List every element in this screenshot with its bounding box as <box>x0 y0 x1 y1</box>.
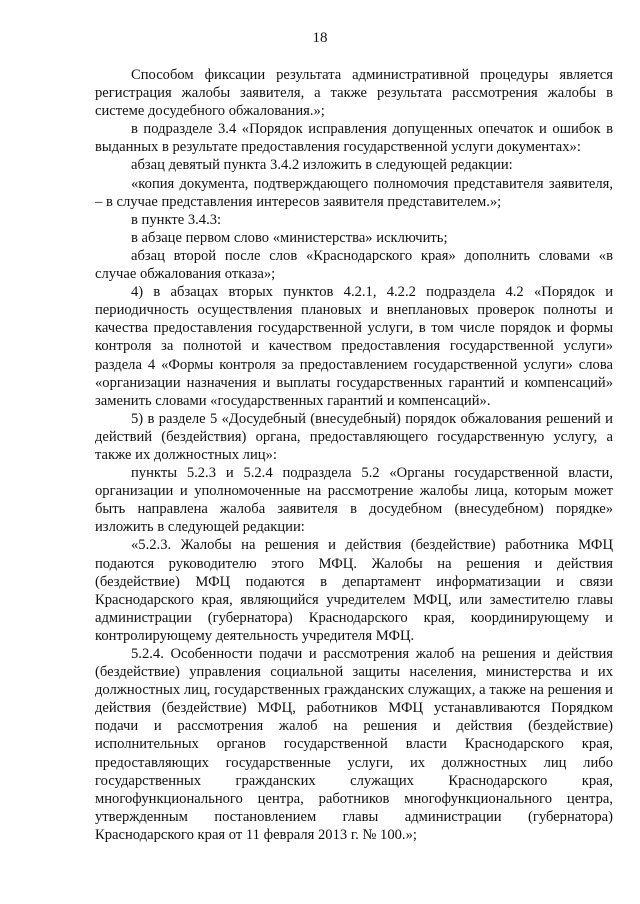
paragraph-3: абзац девятый пункта 3.4.2 изложить в следующей редакции: <box>131 157 513 174</box>
paragraph-5: в пункте 3.4.3: <box>131 211 222 228</box>
page-number: 18 <box>312 30 328 46</box>
paragraph-9: 5) в разделе 5 «Досудебный (внесудебный) порядок обжалования решений и действий (бездействия) органа, предоставляющего государственную услугу, а также их должностных лиц»: <box>95 410 613 463</box>
paragraph-6: в абзаце первом слово «министерства» исключить; <box>131 229 448 246</box>
paragraph-12: 5.2.4. Особенности подачи и рассмотрения жалоб на решения и действия (бездействие) управления социальной защиты населения, министерства и их должностных лиц, государственных гражданских служащих, а также на решения и действия (бездействие) МФЦ, работников МФЦ устанавливаются Порядком подачи и рассмотрения жалоб на решения и действия (бездействие) исполнительных органов государственной власти Краснодарского края, предоставляющих государственные услуги, их должностных лиц либо государственных гражданских служащих Краснодарского края, многофункционального центра, работников многофункционального центра, утвержденным постановлением главы администрации (губернатора) Краснодарского края от 11 февраля 2013 г. № 100.»; <box>95 646 613 843</box>
paragraph-8: 4) в абзацах вторых пунктов 4.2.1, 4.2.2 подраздела 4.2 «Порядок и периодичность осуществления плановых и внеплановых проверок полноты и качества предоставления государственной услуги, в том числе порядок и формы контроля за полнотой и качеством предоставления государственной услуги» раздела 4 «Формы контроля за предоставлением государственной услуги» слова «организации назначения и выплаты государственных гарантий и компенсаций» заменить словами «государственных гарантий и компенсаций». <box>95 284 613 409</box>
paragraph-1: Способом фиксации результата административной процедуры является регистрация жалобы заявителя, а также результата рассмотрения жалобы в системе досудебного обжалования.»; <box>95 67 613 120</box>
paragraph-2: в подразделе 3.4 «Порядок исправления допущенных опечаток и ошибок в выданных в результате предоставления государственной услуги документах»: <box>95 121 613 156</box>
paragraph-11: «5.2.3. Жалобы на решения и действия (бездействие) работника МФЦ подаются руководителю этого МФЦ. Жалобы на решения и действия (бездействие) МФЦ подаются в департамент информатизации и связи Краснодарского края, являющийся учредителем МФЦ, или заместителю главы администрации (губернатора) Краснодарского края, координирующему и контролирующему деятельность учредителя МФЦ. <box>95 537 613 644</box>
document-body <box>95 66 613 844</box>
paragraph-10: пункты 5.2.3 и 5.2.4 подраздела 5.2 «Органы государственной власти, организации и уполномоченные на рассмотрение жалобы лица, которым может быть направлена жалоба заявителя в досудебном (внесудебном) порядке» изложить в следующей редакции: <box>95 465 613 536</box>
paragraph-4: «копия документа, подтверждающего полномочия представителя заявителя, – в случае представления интересов заявителя представителем.»; <box>95 175 613 210</box>
paragraph-7: абзац второй после слов «Краснодарского края» дополнить словами «в случае обжалования отказа»; <box>95 247 613 283</box>
